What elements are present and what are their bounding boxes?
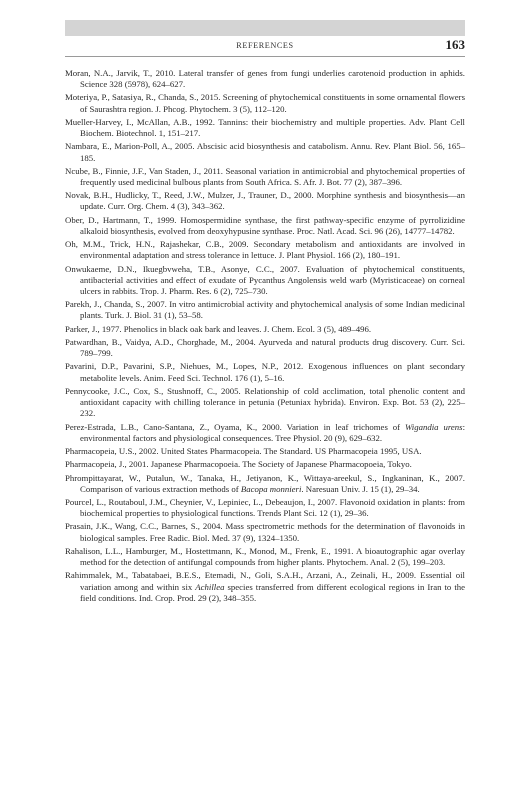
- reference-entry: [65, 497, 465, 519]
- reference-list: [65, 68, 465, 606]
- reference-entry: [65, 190, 465, 212]
- reference-entry: [65, 264, 465, 298]
- reference-entry: [65, 459, 465, 470]
- reference-text: Parekh, J., Chanda, S., 2007. In vitro antimicrobial activity and phytochemical analysis of some Indian medicinal plants. Turk. J. Biol. 31 (1), 53–58.: [65, 299, 465, 321]
- reference-entry: [65, 446, 465, 457]
- reference-italic-text: Bacopa monnieri: [240, 483, 302, 494]
- reference-text: species transferred from different ecological regions in Iran to the field conditions. Ind. Crop. Prod. 29 (2), 348–355.: [80, 581, 466, 603]
- reference-text: . Naresuan Univ. J. 15 (1), 29–34.: [301, 483, 420, 494]
- reference-text: Pennycooke, J.C., Cox, S., Stushnoff, C., 2005. Relationship of cold acclimation, total phenolic content and antioxidant capacity with chilling tolerance in petunia (Petuniax hybrida). Environ. Exp. Bot. 53 (2), 225–232.: [65, 385, 465, 419]
- reference-text: Pourcel, L., Routaboul, J.M., Cheynier, V., Lepiniec, L., Debeaujon, I., 2007. Flavonoid oxidation in plants: from biochemical properties to physiological functions. Trends Plant Sci. 12 (1), 29–36.: [65, 496, 465, 519]
- reference-entry: [65, 570, 465, 604]
- running-head: REFERENCES: [236, 41, 294, 50]
- reference-entry: [65, 68, 465, 90]
- reference-entry: [65, 299, 465, 321]
- reference-italic-text: Wigandia urens: [404, 421, 463, 432]
- reference-text: Onwukaeme, D.N., Ikuegbvweha, T.B., Asonye, C.C., 2007. Evaluation of phytochemical constituents, antibacterial activities and effect of exudate of Pycanthus Angolensis weld warb (Myristicaceae) on corneal ulcers in rabbits. Trop. J. Pharm. Res. 6 (2), 725–730.: [65, 263, 465, 297]
- reference-entry: [65, 239, 465, 261]
- reference-entry: [65, 117, 465, 139]
- reference-entry: [65, 141, 465, 163]
- reference-text: Nambara, E., Marion-Poll, A., 2005. Abscisic acid biosynthesis and catabolism. Annu. Rev. Plant Biol. 56, 165–185.: [65, 141, 465, 163]
- reference-entry: [65, 166, 465, 188]
- reference-entry: [65, 361, 465, 383]
- reference-entry: [65, 386, 465, 420]
- reference-entry: [65, 473, 465, 495]
- reference-text: Pavarini, D.P., Pavarini, S.P., Niehues, M., Lopes, N.P., 2012. Exogenous influences on plant secondary metabolite levels. Anim. Feed Sci. Technol. 176 (1), 5–16.: [65, 361, 465, 383]
- header-bar: [65, 20, 465, 36]
- reference-entry: [65, 324, 465, 335]
- reference-text: Moteriya, P., Satasiya, R., Chanda, S., 2015. Screening of phytochemical constituents in some ornamental flowers of Saurashtra region. J. Phcog. Phytochem. 3 (5), 112–120.: [65, 92, 465, 114]
- reference-text: Mueller-Harvey, I., McAllan, A.B., 1992. Tannins: their biochemistry and multiple properties. Adv. Plant Cell Biochem. Biotechnol. 1, 151–217.: [65, 116, 465, 139]
- reference-entry: [65, 546, 465, 568]
- reference-text: Phrompittayarat, W., Putalun, W., Tanaka, H., Jetiyanon, K., Wittaya-areekul, S., Ingkaninan, K., 2007. Comparison of various extraction methods of: [65, 472, 465, 494]
- reference-text: Novak, B.H., Hudlicky, T., Reed, J.W., Mulzer, J., Trauner, D., 2000. Morphine synthesis and biosynthesis—an update. Curr. Org. Chem. 4 (3), 343–362.: [65, 190, 465, 212]
- reference-entry: [65, 92, 465, 114]
- reference-text: Pharmacopeia, J., 2001. Japanese Pharmacopoeia. The Society of Japanese Pharmacopoeia, Tokyo.: [65, 459, 412, 470]
- reference-italic-text: Achillea: [195, 581, 225, 592]
- reference-text: Oh, M.M., Trick, H.N., Rajashekar, C.B., 2009. Secondary metabolism and antioxidants are involved in environmental adaptation and stress tolerance in lettuce. J. Plant Physiol. 166 (2), 180–191.: [65, 239, 465, 261]
- reference-text: Rahimmalek, M., Tabatabaei, B.E.S., Etemadi, N., Goli, S.A.H., Arzani, A., Zeinali, H., 2009. Essential oil variation among and within six: [65, 570, 465, 592]
- reference-entry: [65, 521, 465, 543]
- reference-entry: [65, 422, 465, 444]
- reference-text: Perez-Estrada, L.B., Cano-Santana, Z., Oyama, K., 2000. Variation in leaf trichomes of: [65, 421, 405, 432]
- reference-text: Ober, D., Hartmann, T., 1999. Homospermidine synthase, the first pathway-specific enzyme of pyrrolizidine alkaloid biosynthesis, evolved from deoxyhypusine synthase. Proc. Natl. Acad. Sci. 96 (26), 14777–14782.: [65, 214, 465, 236]
- reference-text: Moran, N.A., Jarvik, T., 2010. Lateral transfer of genes from fungi underlies carotenoid production in aphids. Science 328 (5978), 624–627.: [65, 68, 465, 90]
- reference-text: Parker, J., 1977. Phenolics in black oak bark and leaves. J. Chem. Ecol. 3 (5), 489–496.: [65, 323, 372, 334]
- page-number: 163: [445, 37, 465, 52]
- reference-text: Rahalison, L.L., Hamburger, M., Hostettmann, K., Monod, M., Frenk, E., 1991. A bioautographic agar overlay method for the detection of antifungal compounds from higher plants. Phytochem. Anal. 2 (5), 199–203.: [65, 545, 465, 568]
- reference-text: Pharmacopeia, U.S., 2002. United States Pharmacopeia. The Standard. US Pharmacopeia 1995, USA.: [65, 446, 422, 456]
- reference-entry: [65, 215, 465, 237]
- reference-entry: [65, 337, 465, 359]
- page-header: [65, 36, 465, 57]
- reference-text: : environmental factors and physiological consequences. Tree Physiol. 20 (9), 629–632.: [80, 421, 466, 443]
- reference-text: Patwardhan, B., Vaidya, A.D., Chorghade, M., 2004. Ayurveda and natural products drug discovery. Curr. Sci. 789–799.: [65, 336, 465, 359]
- reference-text: Prasain, J.K., Wang, C.C., Barnes, S., 2004. Mass spectrometric methods for the determination of flavonoids in biological samples. Free Radic. Biol. Med. 37 (9), 1324–1350.: [65, 521, 465, 543]
- reference-text: Ncube, B., Finnie, J.F., Van Staden, J., 2011. Seasonal variation in antimicrobial and phytochemical properties of frequently used medicinal bulbous plants from South Africa. S. Afr. J. Bot. 77 (2), 387–396.: [65, 165, 465, 188]
